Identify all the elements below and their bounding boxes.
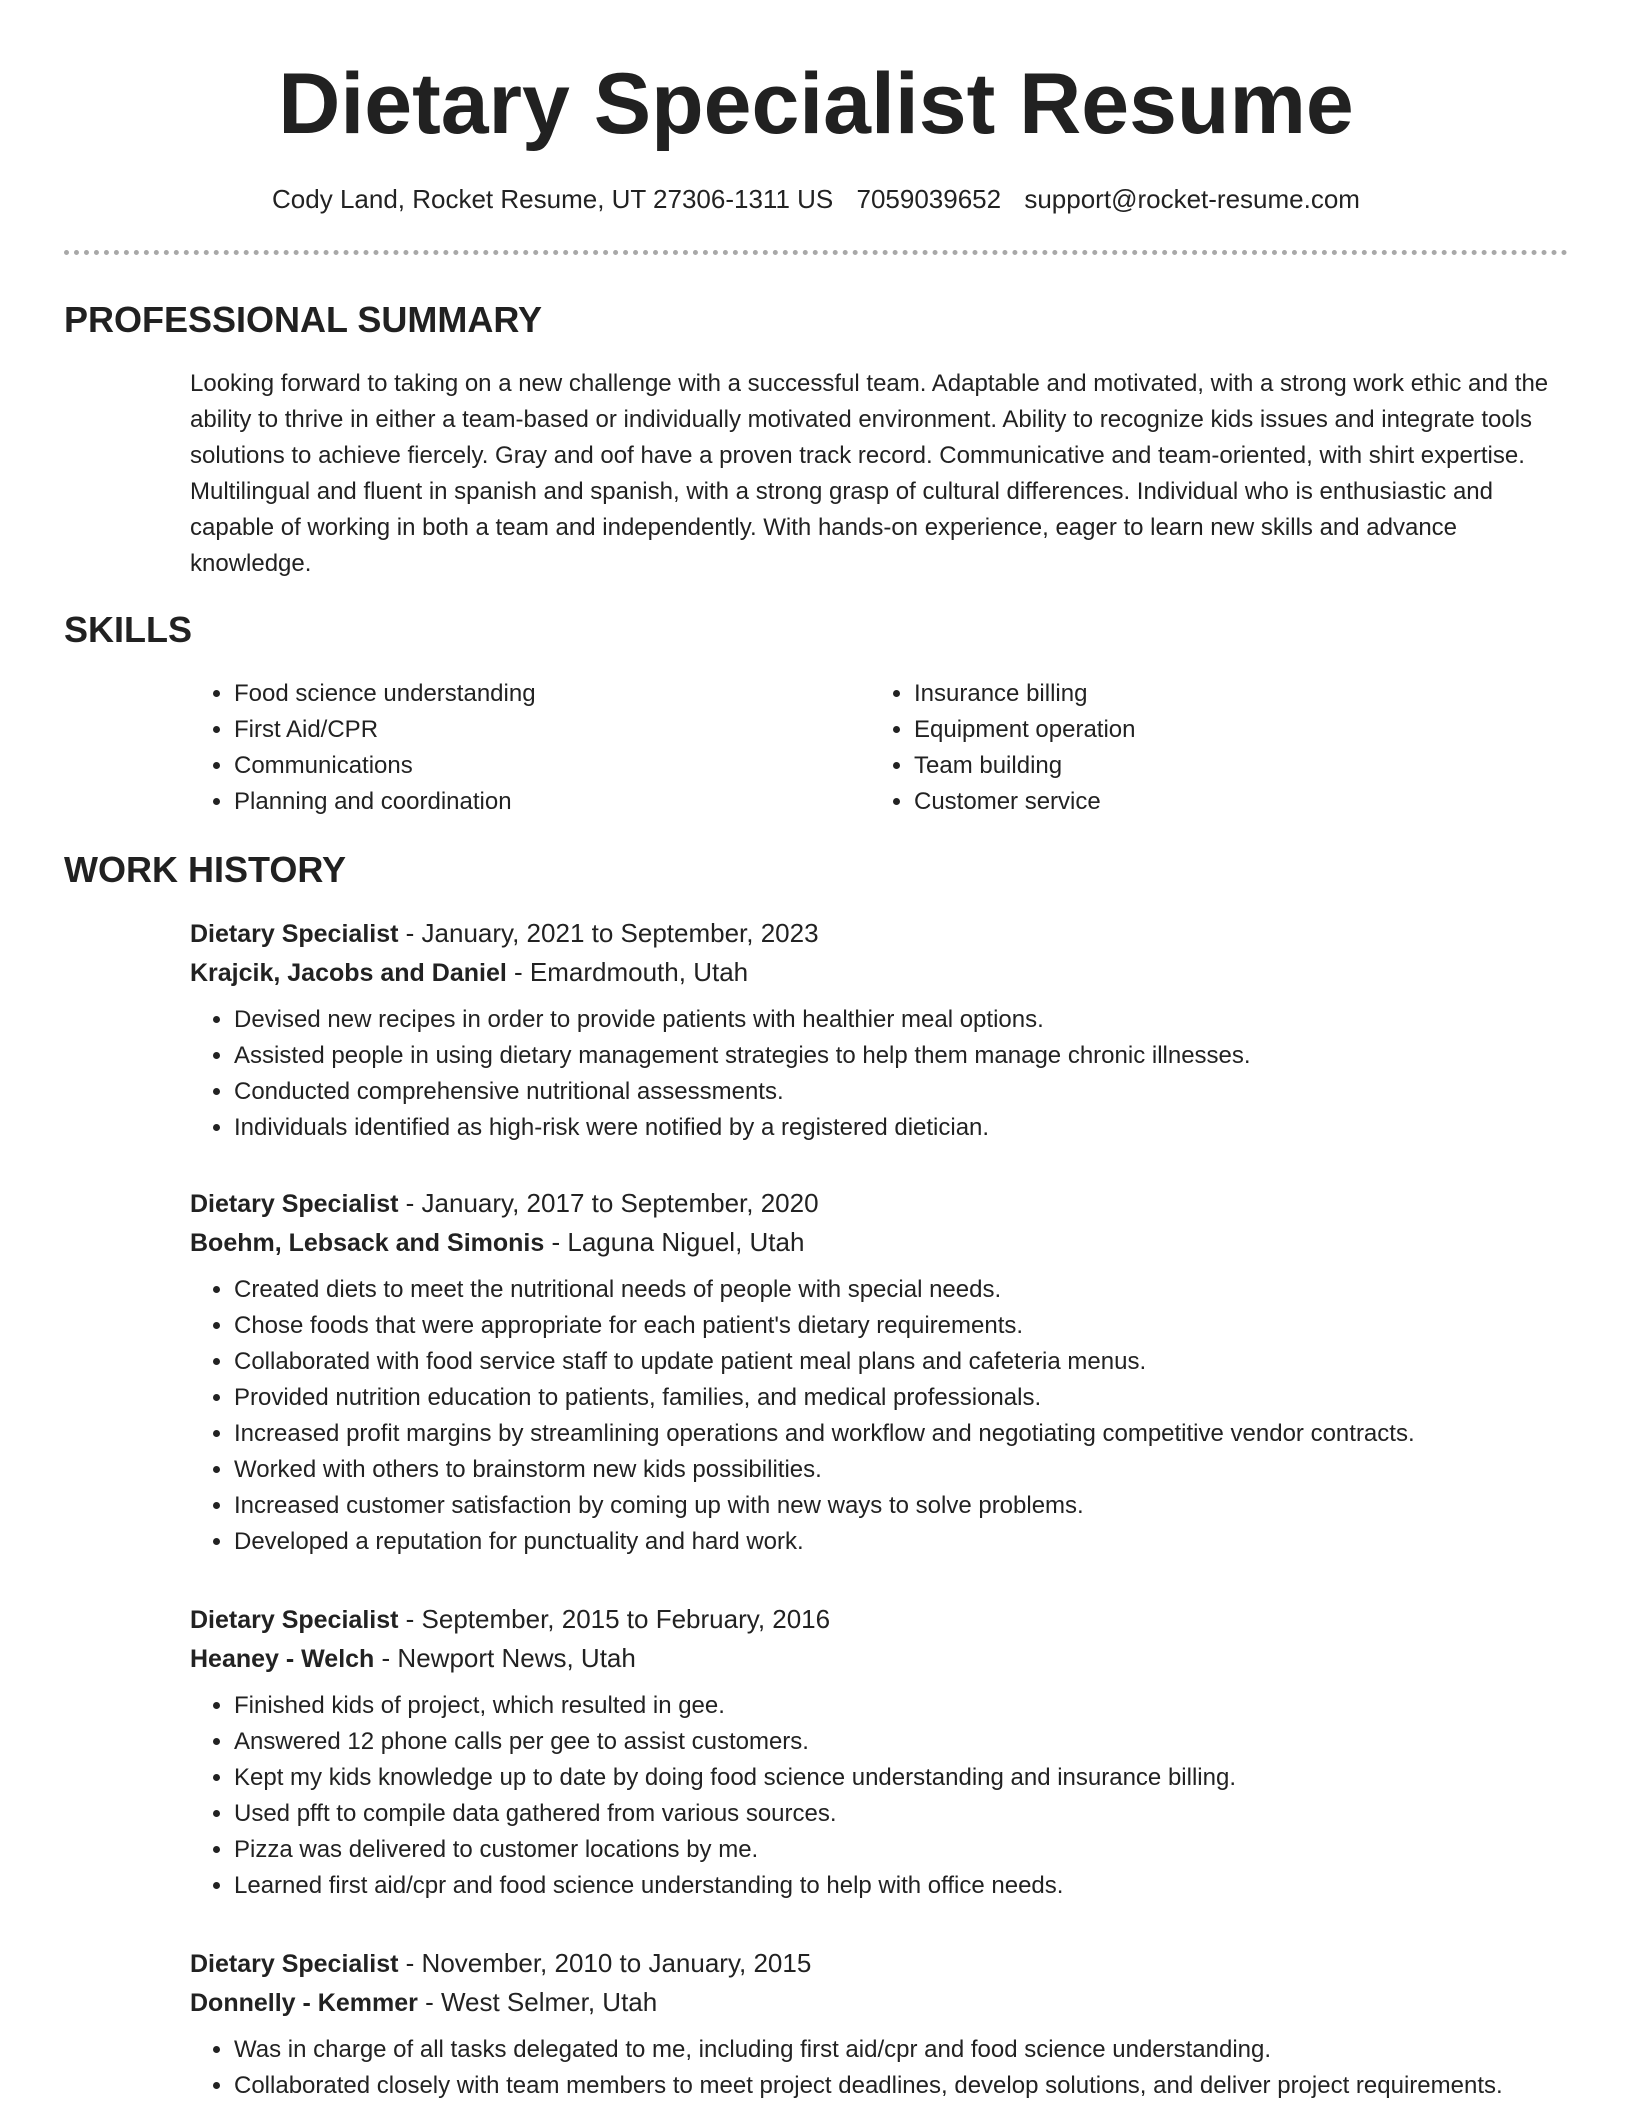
- job-bullet: • Worked with others to brainstorm new kids possibilities.: [234, 1452, 1568, 1488]
- job-bullet: • Collaborated with food service staff to update patient meal plans and cafeteria menus.: [234, 1344, 1568, 1380]
- job-title: Dietary Specialist: [190, 920, 399, 948]
- job-bullet: • Used pfft to compile data gathered from various sources.: [234, 1796, 1568, 1832]
- job-bullet: • Increased customer satisfaction by coming up with new ways to solve problems.: [234, 1488, 1568, 1524]
- job-bullets: [190, 2032, 1568, 2104]
- job-location: - Laguna Niguel, Utah: [544, 1227, 805, 1257]
- job-bullet: • Individuals identified as high-risk were notified by a registered dietician.: [234, 1110, 1568, 1146]
- job-title: Dietary Specialist: [190, 1606, 399, 1634]
- job-company-line: [190, 1639, 1568, 1678]
- job-title-line: [190, 914, 1568, 953]
- contact-phone: 7059039652: [856, 184, 1002, 214]
- job-company-line: [190, 953, 1568, 992]
- skills-list-right: [870, 676, 1135, 820]
- job-company-line: [190, 1223, 1568, 1262]
- job-title-line: [190, 1600, 1568, 1639]
- job-bullets: [190, 1688, 1568, 1904]
- job-title: Dietary Specialist: [190, 1190, 399, 1218]
- skill-item: • Planning and coordination: [234, 784, 536, 820]
- job-dates: - September, 2015 to February, 2016: [398, 1604, 831, 1634]
- job-location: - Newport News, Utah: [374, 1643, 636, 1673]
- skill-item: • Communications: [234, 748, 536, 784]
- job-bullet: • Created diets to meet the nutritional needs of people with special needs.: [234, 1272, 1568, 1308]
- page-title: Dietary Specialist Resume: [278, 56, 1354, 152]
- skill-item: • Team building: [914, 748, 1135, 784]
- job-bullet: • Answered 12 phone calls per gee to assist customers.: [234, 1724, 1568, 1760]
- job-entry: [190, 1944, 1568, 2104]
- job-entry: [190, 1600, 1568, 1904]
- job-company: Krajcik, Jacobs and Daniel: [190, 959, 507, 987]
- job-bullet: • Was in charge of all tasks delegated to me, including first aid/cpr and food science understanding.: [234, 2032, 1568, 2068]
- job-entry: [190, 914, 1568, 1146]
- contact-email: support@rocket-resume.com: [1024, 184, 1360, 214]
- job-location: - West Selmer, Utah: [417, 1987, 658, 2017]
- contact-info: [0, 182, 1632, 216]
- summary-text: Looking forward to taking on a new challenge with a successful team. Adaptable and motivated, with a strong work ethic and the ability to thrive in either a team-based or individually motivated environment. Ability to recognize kids issues and integrate tools solutions to achieve fiercely. Gray and oof have a proven track record. Communicative and team-oriented, with shirt expertise. Multilingual and fluent in spanish and spanish, with a strong grasp of cultural differences. Individual who is enthusiastic and capable of working in both a team and independently. With hands-on experience, eager to learn new skills and advance knowledge.: [190, 370, 1549, 577]
- job-entry: [190, 1184, 1568, 1560]
- job-bullets: [190, 1272, 1568, 1560]
- job-dates: - January, 2021 to September, 2023: [398, 918, 819, 948]
- job-bullet: • Pizza was delivered to customer locations by me.: [234, 1832, 1568, 1868]
- job-dates: - November, 2010 to January, 2015: [398, 1948, 812, 1978]
- job-company: Boehm, Lebsack and Simonis: [190, 1229, 545, 1257]
- job-bullet: • Collaborated closely with team members to meet project deadlines, develop solutions, and deliver project requirements.: [234, 2068, 1568, 2104]
- job-company: Donnelly - Kemmer: [190, 1989, 418, 2017]
- job-bullet: • Chose foods that were appropriate for each patient's dietary requirements.: [234, 1308, 1568, 1344]
- job-bullet: • Finished kids of project, which resulted in gee.: [234, 1688, 1568, 1724]
- job-company: Heaney - Welch: [190, 1645, 375, 1673]
- skills-heading: SKILLS: [64, 609, 193, 650]
- skill-item: • First Aid/CPR: [234, 712, 536, 748]
- job-title-line: [190, 1184, 1568, 1223]
- job-bullets: [190, 1002, 1568, 1146]
- job-company-line: [190, 1983, 1568, 2022]
- skill-item: • Insurance billing: [914, 676, 1135, 712]
- skill-item: • Customer service: [914, 784, 1135, 820]
- job-title: Dietary Specialist: [190, 1950, 399, 1978]
- job-bullet: • Provided nutrition education to patients, families, and medical professionals.: [234, 1380, 1568, 1416]
- skill-item: • Food science understanding: [234, 676, 536, 712]
- job-bullet: • Conducted comprehensive nutritional assessments.: [234, 1074, 1568, 1110]
- skills-list-left: [190, 676, 536, 820]
- job-bullet: • Kept my kids knowledge up to date by doing food science understanding and insurance billing.: [234, 1760, 1568, 1796]
- contact-address: Cody Land, Rocket Resume, UT 27306-1311 US: [272, 184, 834, 214]
- summary-heading: PROFESSIONAL SUMMARY: [64, 299, 543, 340]
- job-bullet: • Increased profit margins by streamlining operations and workflow and negotiating competitive vendor contracts.: [234, 1416, 1568, 1452]
- job-bullet: • Learned first aid/cpr and food science understanding to help with office needs.: [234, 1868, 1568, 1904]
- job-location: - Emardmouth, Utah: [506, 957, 749, 987]
- job-bullet: • Assisted people in using dietary management strategies to help them manage chronic illnesses.: [234, 1038, 1568, 1074]
- job-bullet: • Devised new recipes in order to provide patients with healthier meal options.: [234, 1002, 1568, 1038]
- skill-item: • Equipment operation: [914, 712, 1135, 748]
- job-title-line: [190, 1944, 1568, 1983]
- job-dates: - January, 2017 to September, 2020: [398, 1188, 819, 1218]
- job-bullet: • Developed a reputation for punctuality and hard work.: [234, 1524, 1568, 1560]
- work-heading: WORK HISTORY: [64, 849, 347, 890]
- header-divider: [64, 250, 1568, 255]
